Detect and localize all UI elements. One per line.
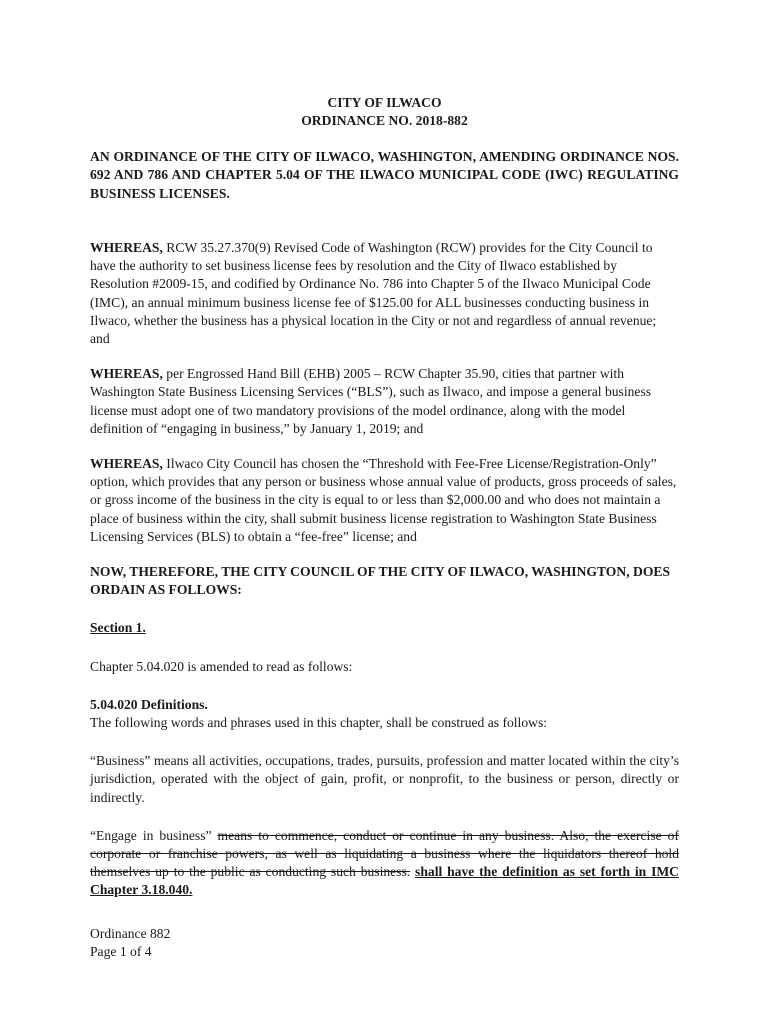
whereas-text: per Engrossed Hand Bill (EHB) 2005 – RCW Chapter 35.90, cities that partner with Washington State Business Licensing Services (“BLS”), such as Ilwaco, and impose a general business license must adopt one of two mandatory provisions of the model ordinance, along with the model definition of “engaging in business,” by January 1, 2019; and xyxy=(90,366,652,436)
section-heading: Section 1. xyxy=(90,620,146,636)
section-intro: Chapter 5.04.020 is amended to read as follows: xyxy=(90,658,353,674)
whereas-paragraph-3 xyxy=(90,455,679,546)
ordinance-caption: AN ORDINANCE OF THE CITY OF ILWACO, WASHINGTON, AMENDING ORDINANCE NOS. 692 AND 786 AND CHAPTER 5.04 OF THE ILWACO MUNICIPAL CODE (IWC) REGULATING BUSINESS LICENSES. xyxy=(90,149,679,201)
title-block xyxy=(90,94,679,129)
whereas-label: WHEREAS, xyxy=(90,366,163,382)
footer-page-number: Page 1 of 4 xyxy=(90,944,152,959)
whereas-label: WHEREAS, xyxy=(90,455,163,471)
engage-in-business-definition xyxy=(90,827,679,900)
page-footer xyxy=(90,925,170,961)
whereas-paragraph-2 xyxy=(90,365,679,438)
whereas-text: RCW 35.27.370(9) Revised Code of Washington (RCW) provides for the City Council to have the authority to set business license fees by resolution and the City of Ilwaco established by Resolution #2009-15, and codified by Ordinance No. 786 into Chapter 5 of the Ilwaco Municipal Code (IMC), an annual minimum business license fee of $125.00 for ALL businesses conducting business in Ilwaco, whether the business has a physical location in the City or not and regardless of annual revenue; and xyxy=(90,239,657,346)
city-heading: CITY OF ILWACO xyxy=(327,95,442,110)
definitions-heading: 5.04.020 Definitions. xyxy=(90,696,208,712)
engage-term: “Engage in business” xyxy=(90,827,212,843)
business-definition: “Business” means all activities, occupations, trades, pursuits, profession and matter located within the city’s jurisdiction, operated with the object of gain, profit, or nonprofit, to the business or person, directly or indirectly. xyxy=(90,753,679,805)
amended-text: shall have the definition as set forth in IMC Chapter 3.18.040. xyxy=(90,864,680,898)
ordinance-number: ORDINANCE NO. 2018-882 xyxy=(301,112,468,128)
struck-text: means to commence, conduct or continue in any business. Also, the exercise of corporate or franchise powers, as well as liquidating a business where the liquidators thereof hold themselves up to the public as conducting such business. xyxy=(90,827,679,880)
whereas-label: WHEREAS, xyxy=(90,239,163,255)
whereas-text: Ilwaco City Council has chosen the “Threshold with Fee-Free License/Registration-Only” option, which provides that any person or business whose annual value of products, gross proceeds of sales, or gross income of the business in the city is equal to or less than $2,000.00 and who does not maintain a place of business within the city, shall submit business license registration to Washington State Business Licensing Services (BLS) to obtain a “fee-free” license; and xyxy=(90,455,677,544)
whereas-paragraph-1 xyxy=(90,239,679,348)
definitions-intro: The following words and phrases used in this chapter, shall be construed as follows: xyxy=(90,714,548,730)
document-body xyxy=(90,94,679,900)
footer-ordinance: Ordinance 882 xyxy=(90,926,171,941)
ordain-clause: NOW, THEREFORE, THE CITY COUNCIL OF THE CITY OF ILWACO, WASHINGTON, DOES ORDAIN AS FOLLOWS: xyxy=(90,563,671,598)
